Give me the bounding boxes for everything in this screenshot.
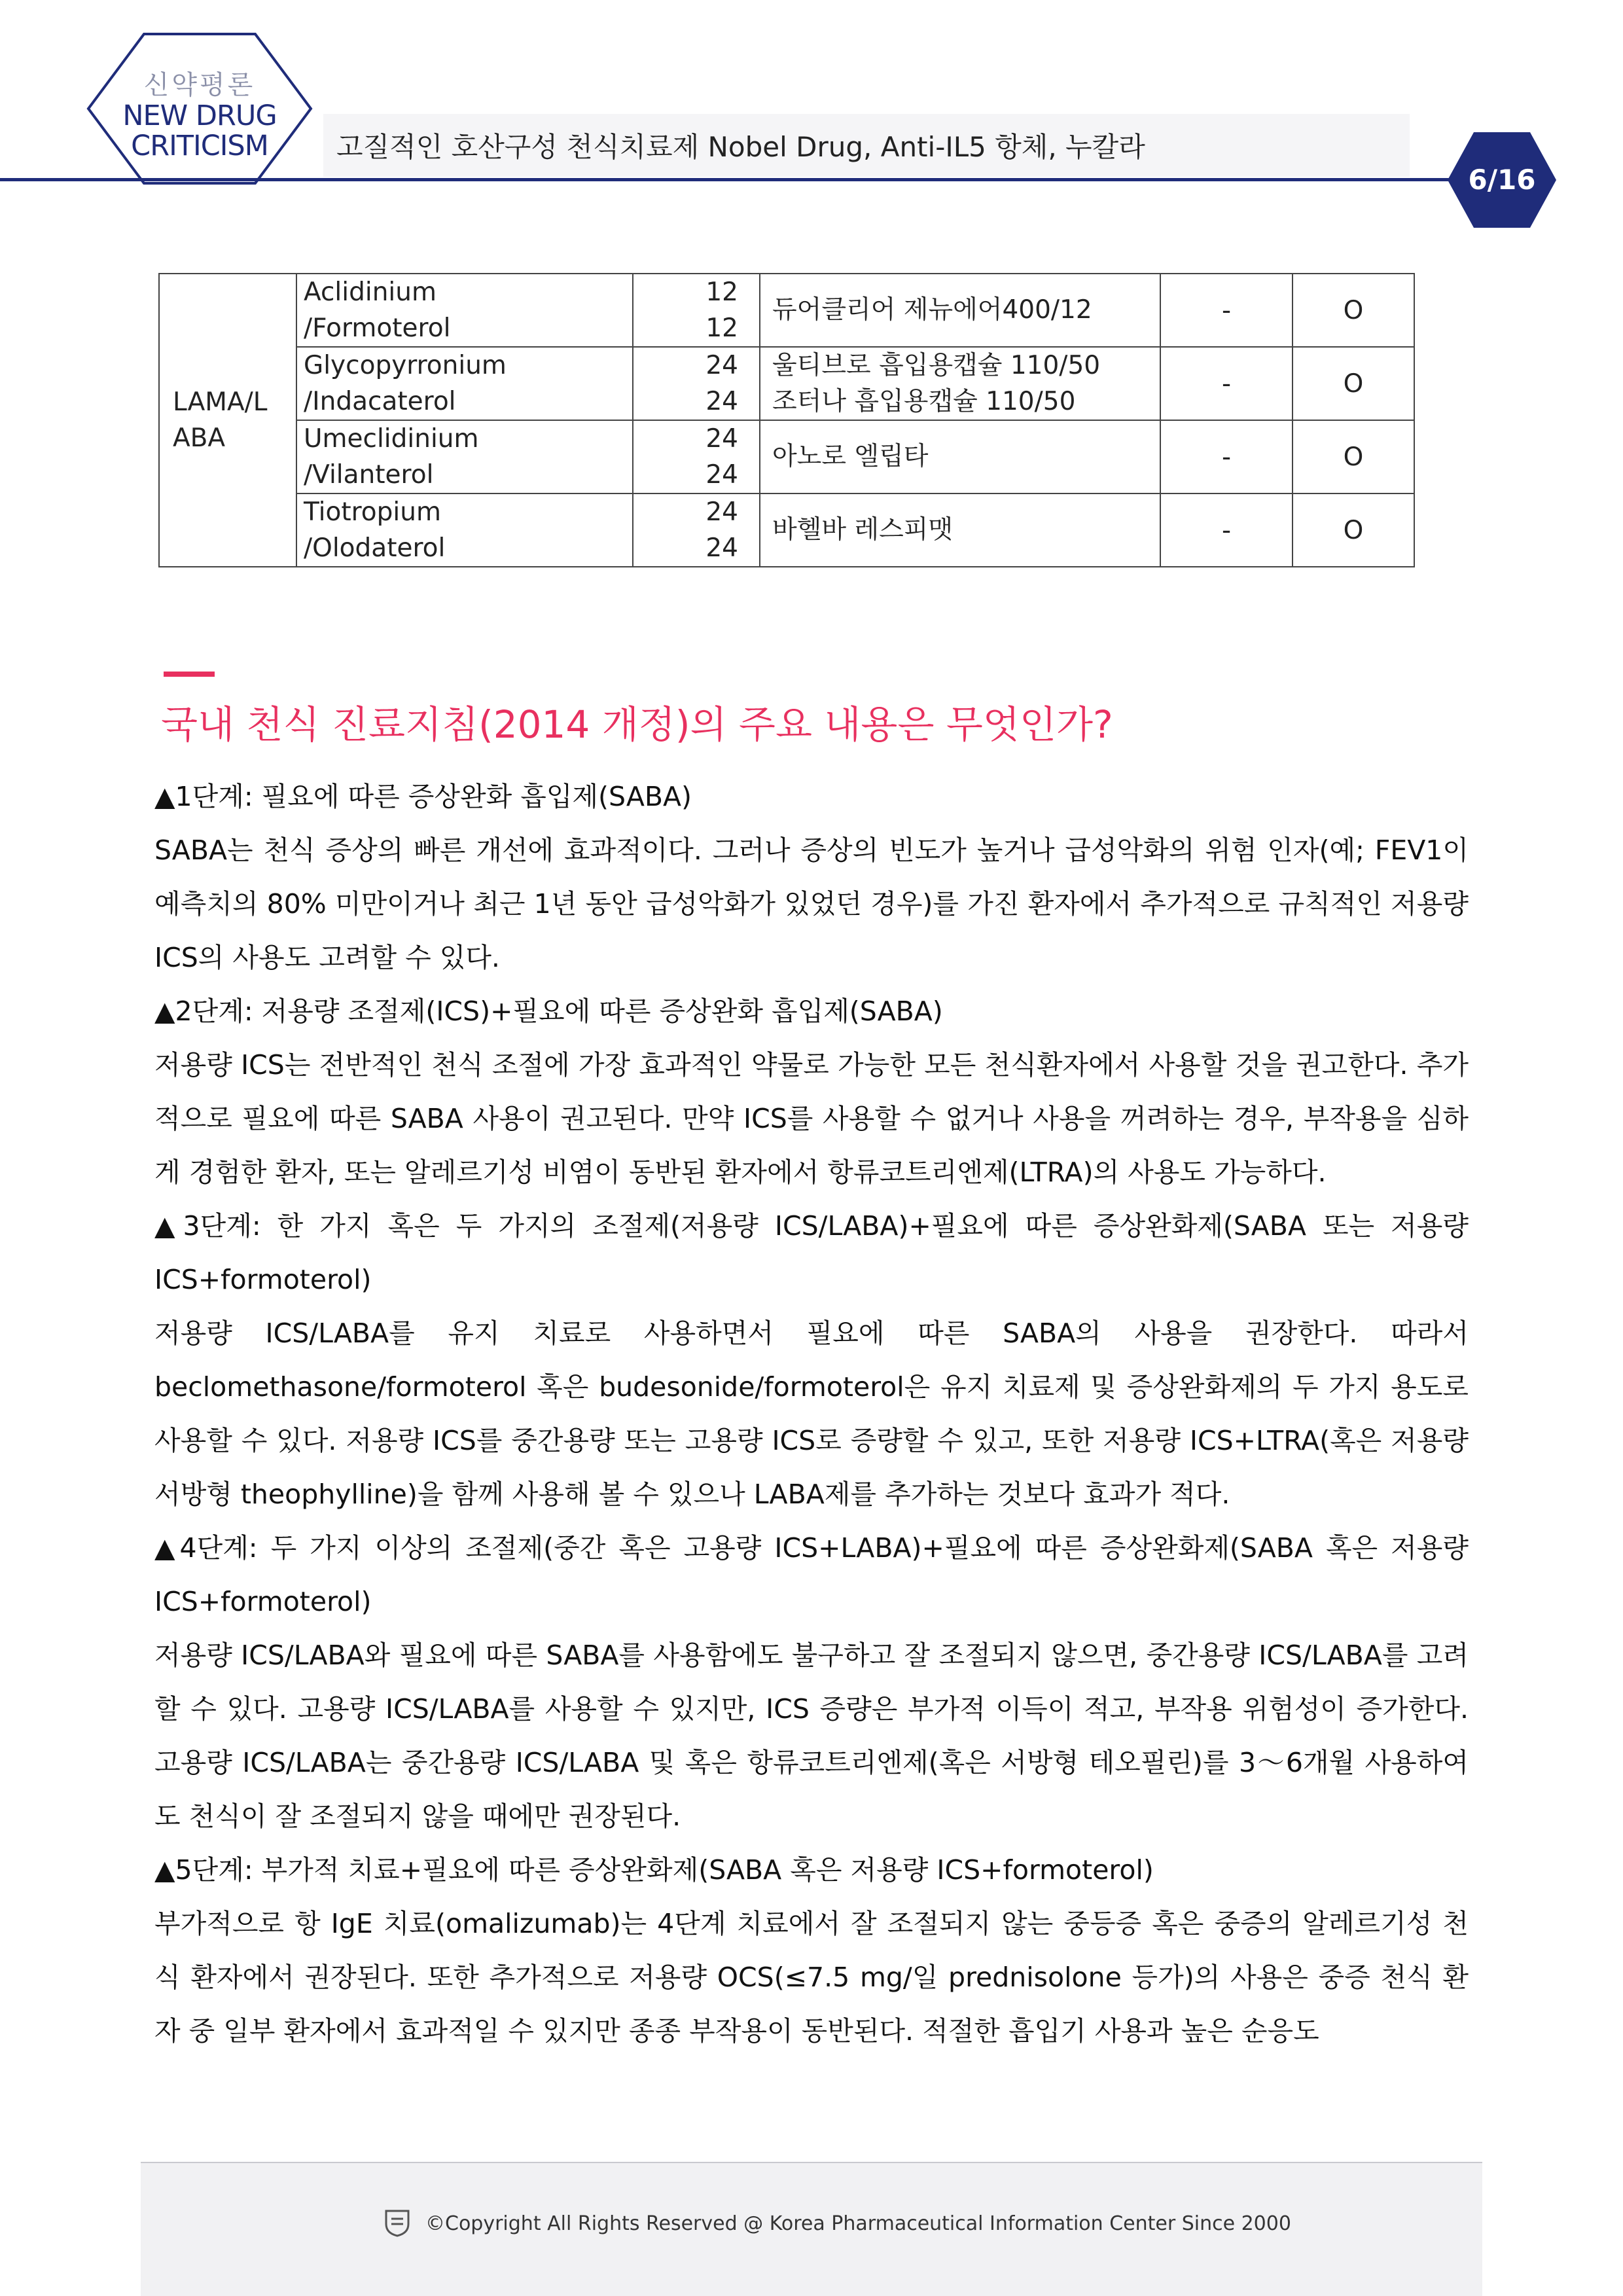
logo-korean-text: 신약평론 bbox=[143, 70, 256, 100]
group-label-line2: ABA bbox=[173, 423, 226, 453]
ingredient-name: /Indacaterol bbox=[304, 387, 456, 416]
duration-value: 24 bbox=[705, 533, 738, 563]
mark-cell: O bbox=[1293, 420, 1414, 493]
mark-cell: O bbox=[1293, 347, 1414, 420]
body-paragraph: 부가적으로 항 IgE 치료(omalizumab)는 4단계 치료에서 잘 조절되지 않는 중등증 혹은 중증의 알레르기성 천식 환자에서 권장된다. 또한 추가적으로 저용량 OCS(≤7.5 mg/일 prednisolone 등가)의 사용은 중증 천식 환자 중 일부 환자에서 효과적일 수 있지만 종종 부작용이 동반된다. 적절한 흡입기 사용과 높은 순응도 bbox=[154, 1908, 1469, 2047]
ingredient-cell bbox=[296, 274, 633, 347]
step-heading: ▲3단계: 한 가지 혹은 두 가지의 조절제(저용량 ICS/LABA)+필요에 따른 증상완화제(SABA 또는 저용량 ICS+formoterol) bbox=[154, 1210, 1469, 1295]
duration-value: 24 bbox=[705, 424, 738, 454]
mark-cell: O bbox=[1293, 274, 1414, 347]
lama-laba-table bbox=[158, 273, 1415, 567]
ingredient-name: Tiotropium bbox=[304, 497, 441, 527]
ingredient-name: /Vilanterol bbox=[304, 460, 434, 490]
duration-cell bbox=[633, 274, 760, 347]
group-label-line1: LAMA/L bbox=[173, 387, 268, 417]
product-name: 조터나 흡입용캡슐 110/50 bbox=[772, 387, 1076, 416]
page-number: 6/16 bbox=[1468, 164, 1536, 196]
dash-cell: - bbox=[1160, 347, 1293, 420]
ingredient-cell bbox=[296, 420, 633, 493]
product-cell bbox=[760, 493, 1160, 567]
duration-cell bbox=[633, 347, 760, 420]
body-paragraph: 저용량 ICS는 전반적인 천식 조절에 가장 효과적인 약물로 가능한 모든 천식환자에서 사용할 것을 권고한다. 추가적으로 필요에 따른 SABA 사용이 권고된다. 만약 ICS를 사용할 수 없거나 사용을 꺼려하는 경우, 부작용을 심하게 경험한 환자, 또는 알레르기성 비염이 동반된 환자에서 항류코트리엔제(LTRA)의 사용도 가능하다. bbox=[154, 1049, 1469, 1188]
section-accent-bar bbox=[164, 672, 215, 677]
duration-value: 12 bbox=[705, 278, 738, 307]
document-title: 고질적인 호산구성 천식치료제 Nobel Drug, Anti-IL5 항체, 누칼라 bbox=[336, 131, 1145, 163]
body-paragraph: SABA는 천식 증상의 빠른 개선에 효과적이다. 그러나 증상의 빈도가 높거나 급성악화의 위험 인자(예; FEV1이 예측치의 80% 미만이거나 최근 1년 동안 급성악화가 있었던 경우)를 가진 환자에서 추가적으로 규칙적인 저용량 ICS의 사용도 고려할 수 있다. bbox=[154, 834, 1469, 973]
step-heading: ▲1단계: 필요에 따른 증상완화 흡입제(SABA) bbox=[154, 781, 692, 812]
table-row bbox=[159, 493, 1414, 567]
product-cell bbox=[760, 274, 1160, 347]
ingredient-name: /Formoterol bbox=[304, 314, 451, 343]
ingredient-name: Glycopyrronium bbox=[304, 351, 507, 380]
product-name: 울티브로 흡입용캡슐 110/50 bbox=[772, 351, 1101, 380]
step-heading: ▲5단계: 부가적 치료+필요에 따른 증상완화제(SABA 혹은 저용량 ICS+formoterol) bbox=[154, 1854, 1154, 1886]
logo-english-line2: CRITICISM bbox=[131, 130, 268, 162]
shield-icon bbox=[385, 2208, 410, 2237]
duration-value: 24 bbox=[705, 497, 738, 527]
table-row bbox=[159, 420, 1414, 493]
section-title: 국내 천식 진료지침(2014 개정)의 주요 내용은 무엇인가? bbox=[161, 702, 1113, 747]
product-name: 바헬바 레스피맷 bbox=[772, 515, 954, 545]
duration-value: 24 bbox=[705, 387, 738, 416]
ingredient-name: /Olodaterol bbox=[304, 533, 446, 563]
dash-cell: - bbox=[1160, 420, 1293, 493]
product-name: 아노로 엘립타 bbox=[772, 442, 929, 471]
dash-cell: - bbox=[1160, 274, 1293, 347]
dash-cell: - bbox=[1160, 493, 1293, 567]
product-cell bbox=[760, 420, 1160, 493]
step-heading: ▲2단계: 저용량 조절제(ICS)+필요에 따른 증상완화 흡입제(SABA) bbox=[154, 996, 943, 1027]
body-paragraph: 저용량 ICS/LABA와 필요에 따른 SABA를 사용함에도 불구하고 잘 조절되지 않으면, 중간용량 ICS/LABA를 고려할 수 있다. 고용량 ICS/LABA를 사용할 수 있지만, ICS 증량은 부가적 이득이 적고, 부작용 위험성이 증가한다. 고용량 ICS/LABA는 중간용량 ICS/LABA 및 혹은 항류코트리엔제(혹은 서방형 테오필린)를 3～6개월 사용하여도 천식이 잘 조절되지 않을 때에만 권장된다. bbox=[154, 1640, 1469, 1832]
copyright-text: ©Copyright All Rights Reserved @ Korea Pharmaceutical Information Center Since 2000 bbox=[425, 2212, 1291, 2235]
ingredient-name: Aclidinium bbox=[304, 278, 437, 307]
header-rule bbox=[0, 178, 1512, 181]
body-text bbox=[154, 770, 1469, 2058]
mark-cell: O bbox=[1293, 493, 1414, 567]
table-row bbox=[159, 347, 1414, 420]
brand-logo bbox=[85, 31, 314, 186]
product-cell bbox=[760, 347, 1160, 420]
duration-cell bbox=[633, 493, 760, 567]
step-heading: ▲4단계: 두 가지 이상의 조절제(중간 혹은 고용량 ICS+LABA)+필요에 따른 증상완화제(SABA 혹은 저용량 ICS+formoterol) bbox=[154, 1532, 1469, 1617]
ingredient-cell bbox=[296, 347, 633, 420]
ingredient-name: Umeclidinium bbox=[304, 424, 479, 454]
ingredient-cell bbox=[296, 493, 633, 567]
duration-cell bbox=[633, 420, 760, 493]
logo-english-line1: NEW DRUG bbox=[122, 99, 277, 132]
body-paragraph: 저용량 ICS/LABA를 유지 치료로 사용하면서 필요에 따른 SABA의 사용을 권장한다. 따라서 beclomethasone/formoterol 혹은 budesonide/formoterol은 유지 치료제 및 증상완화제의 두 가지 용도로 사용할 수 있다. 저용량 ICS를 중간용량 또는 고용량 ICS로 증량할 수 있고, 또한 저용량 ICS+LTRA(혹은 저용량 서방형 theophylline)을 함께 사용해 볼 수 있으나 LABA제를 추가하는 것보다 효과가 적다. bbox=[154, 1318, 1469, 1510]
duration-value: 24 bbox=[705, 351, 738, 380]
group-label-cell bbox=[159, 274, 296, 567]
product-name: 듀어클리어 제뉴에어400/12 bbox=[772, 295, 1092, 325]
duration-value: 24 bbox=[705, 460, 738, 490]
table-row bbox=[159, 274, 1414, 347]
duration-value: 12 bbox=[705, 314, 738, 343]
